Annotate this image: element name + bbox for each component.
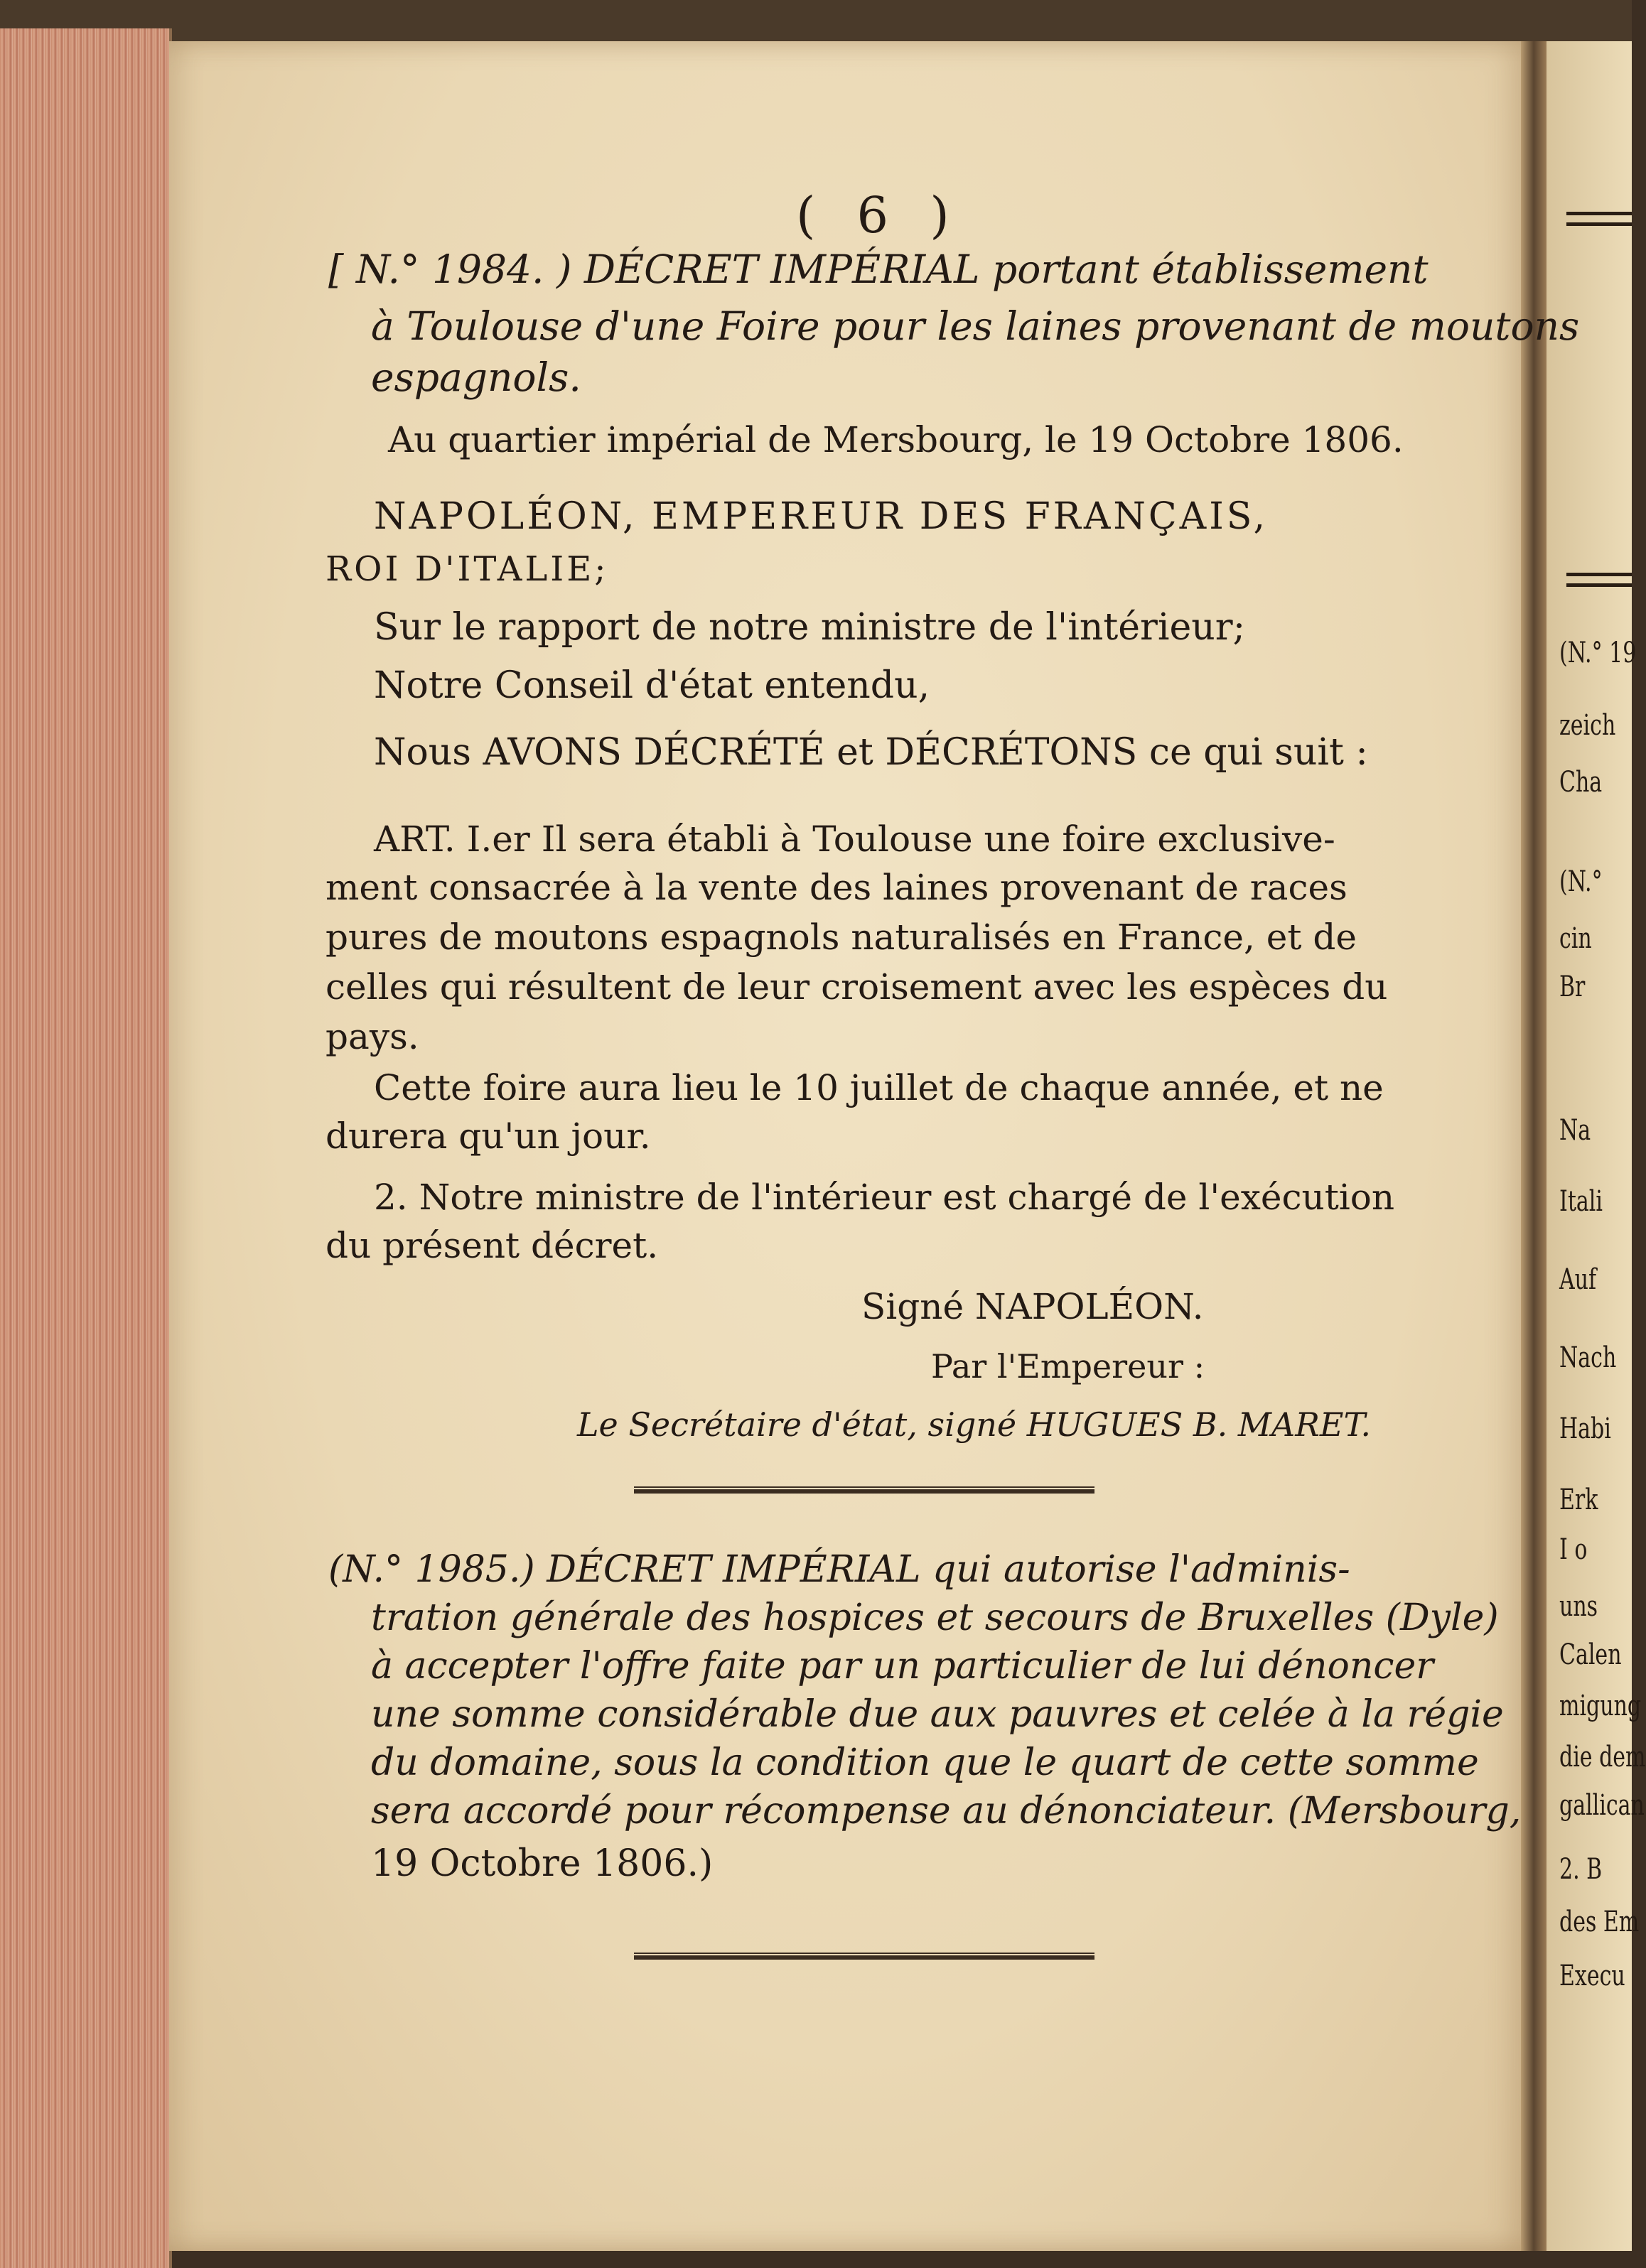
preamble-line: Sur le rapport de notre ministre de l'intérieur;	[374, 606, 1246, 649]
facing-page-rule	[1566, 212, 1632, 226]
facing-fragment: Nach	[1559, 1341, 1617, 1374]
facing-fragment: cin	[1559, 922, 1592, 955]
decree-heading-line: du domaine, sous la condition que le quart de cette somme	[371, 1742, 1479, 1784]
facing-fragment: migung	[1559, 1690, 1642, 1722]
decree-heading-line: espagnols.	[371, 355, 581, 400]
facing-fragment: Calen	[1559, 1638, 1622, 1671]
facing-fragment: uns	[1559, 1590, 1598, 1623]
decree-heading-line: à Toulouse d'une Foire pour les laines provenant de moutons	[371, 303, 1580, 349]
page-block-edge	[0, 28, 172, 2268]
article-line: pays.	[326, 1016, 419, 1057]
article-line: ART. I.er Il sera établi à Toulouse une foire exclusive-	[374, 819, 1335, 860]
decree-heading-line: à accepter l'offre faite par un particulier de lui dénoncer	[371, 1645, 1434, 1688]
decree-heading-line: une somme considérable due aux pauvres et celée à la régie	[371, 1693, 1504, 1736]
article-line: pures de moutons espagnols naturalisés en France, et de	[326, 917, 1357, 958]
decree-formula: Nous AVONS DÉCRÉTÉ et DÉCRÉTONS ce qui suit :	[374, 731, 1368, 774]
facing-fragment: Br	[1559, 971, 1586, 1003]
decree-heading-line: 19 Octobre 1806.)	[371, 1842, 714, 1885]
emperor-title-cont: ROI D'ITALIE;	[326, 549, 609, 589]
book-gutter	[1521, 41, 1547, 2251]
emperor-title: NAPOLÉON, EMPEREUR DES FRANÇAIS,	[374, 495, 1269, 538]
section-divider	[634, 1486, 1094, 1494]
facing-page-rule	[1566, 573, 1632, 587]
facing-fragment: Cha	[1559, 766, 1603, 799]
article-line: Cette foire aura lieu le 10 juillet de chaque année, et ne	[374, 1067, 1384, 1108]
signature-line: Par l'Empereur :	[931, 1347, 1205, 1386]
facing-fragment: Itali	[1559, 1185, 1603, 1218]
preamble-line: Notre Conseil d'état entendu,	[374, 664, 930, 707]
article-line: celles qui résultent de leur croisement avec les espèces du	[326, 966, 1388, 1008]
facing-fragment: Execu	[1559, 1960, 1625, 1992]
secretary-signature: Le Secrétaire d'état, signé HUGUES B. MARET.	[577, 1405, 1371, 1444]
facing-fragment: (N.° 19	[1559, 637, 1637, 669]
facing-fragment: Na	[1559, 1114, 1591, 1147]
facing-fragment: Habi	[1559, 1413, 1611, 1445]
facing-fragment: die dem	[1559, 1741, 1646, 1773]
section-divider	[634, 1953, 1094, 1960]
signature-line: Signé NAPOLÉON.	[861, 1286, 1204, 1327]
facing-fragment: zeich	[1559, 709, 1616, 742]
facing-page	[1547, 41, 1646, 2251]
facing-fragment: des Em	[1559, 1906, 1640, 1938]
facing-fragment: gallican	[1559, 1789, 1645, 1822]
facing-fragment: (N.°	[1559, 865, 1603, 898]
facing-fragment: Auf	[1559, 1263, 1597, 1296]
decree-heading-line: [ N.° 1984. ) DÉCRET IMPÉRIAL portant établissement	[328, 247, 1429, 292]
article-line: durera qu'un jour.	[326, 1116, 651, 1157]
dateline: Au quartier impérial de Mersbourg, le 19 Octobre 1806.	[388, 419, 1404, 460]
page-number: ( 6 )	[796, 186, 962, 244]
article-line: du présent décret.	[326, 1225, 659, 1266]
facing-fragment: 2. B	[1559, 1853, 1603, 1886]
article-line: ment consacrée à la vente des laines provenant de races	[326, 867, 1348, 908]
article-line: 2. Notre ministre de l'intérieur est chargé de l'exécution	[374, 1177, 1395, 1218]
decree-heading-line: sera accordé pour récompense au dénonciateur. (Mersbourg,	[371, 1790, 1522, 1832]
decree-heading-line: tration générale des hospices et secours de Bruxelles (Dyle)	[371, 1597, 1499, 1639]
facing-fragment: I o	[1559, 1533, 1588, 1566]
facing-fragment: Erk	[1559, 1484, 1598, 1516]
decree-heading-line: (N.° 1985.) DÉCRET IMPÉRIAL qui autorise l'adminis-	[328, 1548, 1350, 1591]
book-top-edge	[0, 0, 1632, 43]
